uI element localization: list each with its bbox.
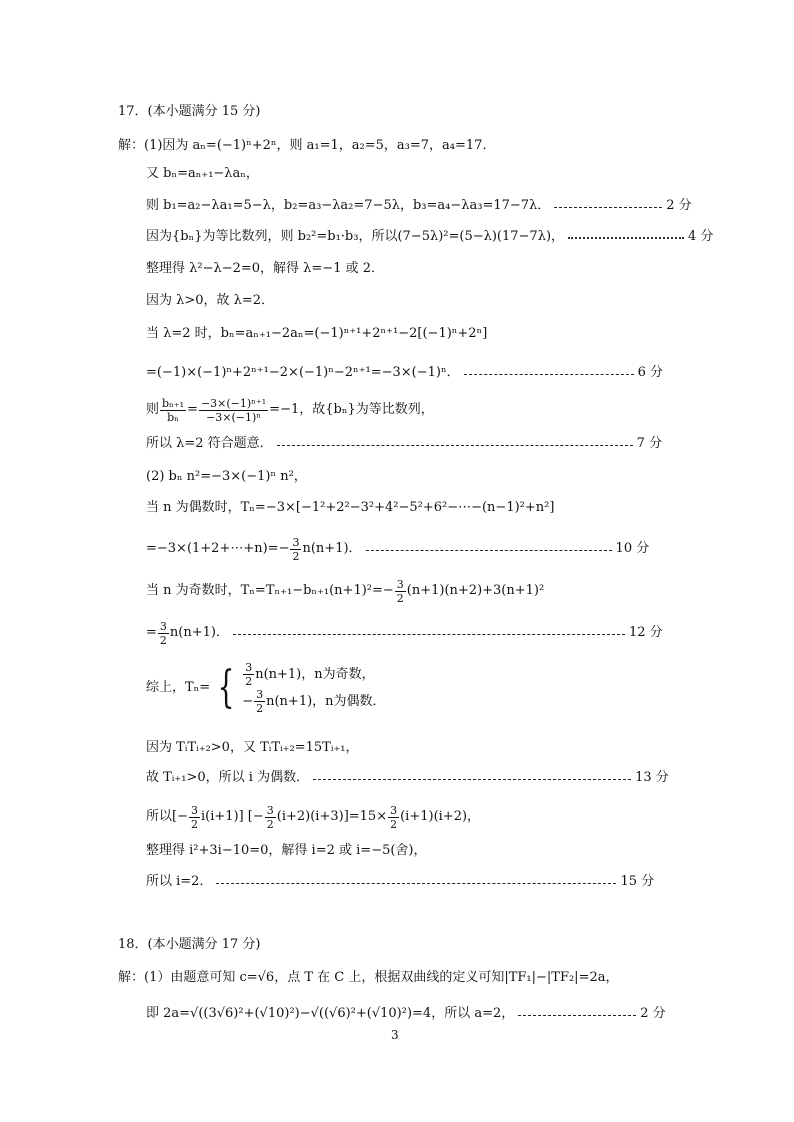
q17-line-15-pre: = xyxy=(146,625,157,640)
q17-line-11-text: (2) bₙ n²=−3×(−1)ⁿ n²， xyxy=(146,469,307,484)
q17-line-14 xyxy=(146,574,544,608)
q17-header xyxy=(118,102,261,122)
q17-header-text: 17．(本小题满分 15 分) xyxy=(118,104,261,119)
q17-line-19-a: 所以[− xyxy=(146,809,188,824)
q18-line-1 xyxy=(118,968,618,988)
q17-line-1-text: 解：(1)因为 aₙ=(−1)ⁿ+2ⁿ，则 a₁=1，a₂=5，a₃=7，a₄=17． xyxy=(118,138,496,153)
fraction-numerator: 3 xyxy=(256,688,264,701)
q17-line-9-eq: = xyxy=(187,402,198,417)
fraction-numerator: 3 xyxy=(190,803,198,817)
q17-line-4-text: 因为{bₙ}为等比数列，则 b₂²=b₁·b₃，所以(7−5λ)²=(5−λ)(17−7λ)， xyxy=(146,229,565,244)
fraction-three-halves xyxy=(265,804,276,831)
fraction-denominator: 2 xyxy=(292,549,300,563)
fraction-three-halves xyxy=(243,661,254,688)
q17-line-13-post: n(n+1)． xyxy=(302,541,362,556)
fraction-expression xyxy=(199,397,268,424)
q17-line-13-pre: =−3×(1+2+⋯+n)=− xyxy=(146,541,290,556)
fraction-denominator: 2 xyxy=(159,633,167,647)
fraction-numerator: 3 xyxy=(396,577,404,591)
q17-line-10-text: 所以 λ=2 符合题意． xyxy=(146,436,273,451)
q17-piecewise xyxy=(146,660,386,716)
case-odd-text: n(n+1)，n为奇数， xyxy=(255,666,375,682)
fraction-numerator: 3 xyxy=(266,803,274,817)
q17-line-9-pre: 则 xyxy=(146,402,160,417)
score-7: 7 分 xyxy=(636,436,663,451)
dotted-leader xyxy=(568,237,684,239)
q18-header xyxy=(118,935,261,955)
q17-line-15-post: n(n+1)． xyxy=(169,625,229,640)
piecewise-cases xyxy=(242,661,385,715)
case-odd xyxy=(242,661,385,688)
q17-line-5-text: 整理得 λ²−λ−2=0，解得 λ=−1 或 2． xyxy=(146,261,385,276)
q18-header-text: 18．(本小题满分 17 分) xyxy=(118,937,261,952)
score-13: 13 分 xyxy=(635,770,669,785)
q17-line-21 xyxy=(146,872,654,892)
fraction-denominator: −3×(−1)ⁿ xyxy=(206,410,262,424)
q17-line-13 xyxy=(146,532,649,566)
fraction-numerator: bₙ₊₁ xyxy=(162,396,185,410)
q17-line-14-post: (n+1)(n+2)+3(n+1)² xyxy=(406,583,545,598)
q17-piecewise-label: 综上，Tₙ= xyxy=(146,680,211,695)
q17-line-9-post: =−1，故{bₙ}为等比数列， xyxy=(269,402,434,417)
dashed-leader xyxy=(518,1015,636,1016)
score-15: 15 分 xyxy=(620,874,655,889)
q17-line-8 xyxy=(146,363,663,383)
q17-line-19-d: (i+1)(i+2)， xyxy=(400,809,481,824)
q17-line-11 xyxy=(146,467,307,487)
q17-line-2-text: 又 bₙ=aₙ₊₁−λaₙ， xyxy=(146,166,259,181)
score-12: 12 分 xyxy=(628,625,663,640)
q17-line-10 xyxy=(146,434,662,454)
q17-line-9 xyxy=(146,393,434,427)
page-number: 3 xyxy=(391,1028,399,1042)
q17-line-18-text: 故 Tᵢ₊₁>0，所以 i 为偶数． xyxy=(146,770,310,785)
q17-line-12-text: 当 n 为偶数时，Tₙ=−3×[−1²+2²−3²+4²−5²+6²−⋯−(n−1)²+n²] xyxy=(146,500,555,515)
fraction-numerator: 3 xyxy=(159,619,167,633)
fraction-three-halves xyxy=(254,688,265,715)
fraction-denominator: 2 xyxy=(390,817,398,831)
fraction-denominator: 2 xyxy=(245,675,253,688)
q17-line-21-text: 所以 i=2． xyxy=(146,874,213,889)
q17-line-19-c: (i+2)(i+3)]=15× xyxy=(276,809,388,824)
fraction-denominator: 2 xyxy=(190,817,198,831)
score-2: 2 分 xyxy=(666,198,692,213)
case-even-sign: − xyxy=(242,693,254,709)
q17-line-20 xyxy=(146,841,427,861)
fraction-denominator: bₙ xyxy=(167,410,179,424)
fraction-three-halves xyxy=(290,536,301,563)
dashed-leader xyxy=(233,634,625,635)
dashed-leader xyxy=(554,207,662,208)
score-10: 10 分 xyxy=(615,541,650,556)
q17-line-6 xyxy=(146,291,274,311)
q17-line-2 xyxy=(146,164,259,184)
score-2: 2 分 xyxy=(640,1006,666,1021)
case-even xyxy=(242,688,385,715)
q17-line-15 xyxy=(146,616,663,650)
q17-line-17-text: 因为 TᵢTᵢ₊₂>0，又 TᵢTᵢ₊₂=15Tᵢ₊₁， xyxy=(146,740,359,755)
dashed-leader xyxy=(464,374,634,375)
q18-line-1-text: 解：(1）由题意可知 c=√6，点 T 在 C 上，根据双曲线的定义可知|TF₁|−|TF₂|=2a， xyxy=(118,970,619,985)
q17-line-7 xyxy=(146,324,487,344)
q18-line-2 xyxy=(146,1004,666,1024)
dashed-leader xyxy=(366,550,612,551)
score-6: 6 分 xyxy=(637,365,664,380)
dashed-leader xyxy=(313,779,631,780)
q17-line-1 xyxy=(118,136,495,156)
fraction-numerator: 3 xyxy=(292,535,300,549)
q17-line-18 xyxy=(146,768,669,788)
left-brace: { xyxy=(217,662,235,713)
q17-line-19-b: i(i+1)] [− xyxy=(200,809,264,824)
fraction-denominator: 2 xyxy=(256,702,264,715)
fraction-numerator: 3 xyxy=(390,803,398,817)
fraction-numerator: 3 xyxy=(245,661,253,674)
dashed-leader xyxy=(216,883,616,884)
fraction-three-halves xyxy=(189,804,200,831)
fraction-three-halves xyxy=(158,620,169,647)
case-even-text: n(n+1)，n为偶数． xyxy=(266,693,386,709)
q17-line-19 xyxy=(146,800,480,834)
fraction-three-halves xyxy=(395,578,406,605)
fraction-ratio xyxy=(160,397,186,424)
fraction-denominator: 2 xyxy=(266,817,274,831)
q17-line-12 xyxy=(146,498,554,518)
fraction-denominator: 2 xyxy=(396,591,404,605)
q17-line-6-text: 因为 λ>0，故 λ=2． xyxy=(146,293,275,308)
q17-line-8-text: =(−1)×(−1)ⁿ+2ⁿ⁺¹−2×(−1)ⁿ−2ⁿ⁺¹=−3×(−1)ⁿ． xyxy=(146,365,460,380)
q17-line-20-text: 整理得 i²+3i−10=0，解得 i=2 或 i=−5(舍)， xyxy=(146,843,427,858)
fraction-three-halves xyxy=(388,804,399,831)
q17-line-14-pre: 当 n 为奇数时，Tₙ=Tₙ₊₁−bₙ₊₁(n+1)²=− xyxy=(146,583,394,598)
q17-line-5 xyxy=(146,259,384,279)
q17-line-4 xyxy=(146,227,713,247)
q18-line-2-text: 即 2a=√((3√6)²+(√10)²)−√((√6)²+(√10)²)=4，所以 a=2， xyxy=(146,1006,515,1021)
q17-line-7-text: 当 λ=2 时，bₙ=aₙ₊₁−2aₙ=(−1)ⁿ⁺¹+2ⁿ⁺¹−2[(−1)ⁿ+2ⁿ] xyxy=(146,326,488,341)
dashed-leader xyxy=(277,445,633,446)
q17-line-3 xyxy=(146,196,692,216)
q17-line-17 xyxy=(146,738,359,758)
fraction-numerator: −3×(−1)ⁿ⁺¹ xyxy=(200,396,267,410)
q17-line-3-text: 则 b₁=a₂−λa₁=5−λ，b₂=a₃−λa₂=7−5λ，b₃=a₄−λa₃=17−7λ． xyxy=(146,198,551,213)
score-4: 4 分 xyxy=(688,229,714,244)
